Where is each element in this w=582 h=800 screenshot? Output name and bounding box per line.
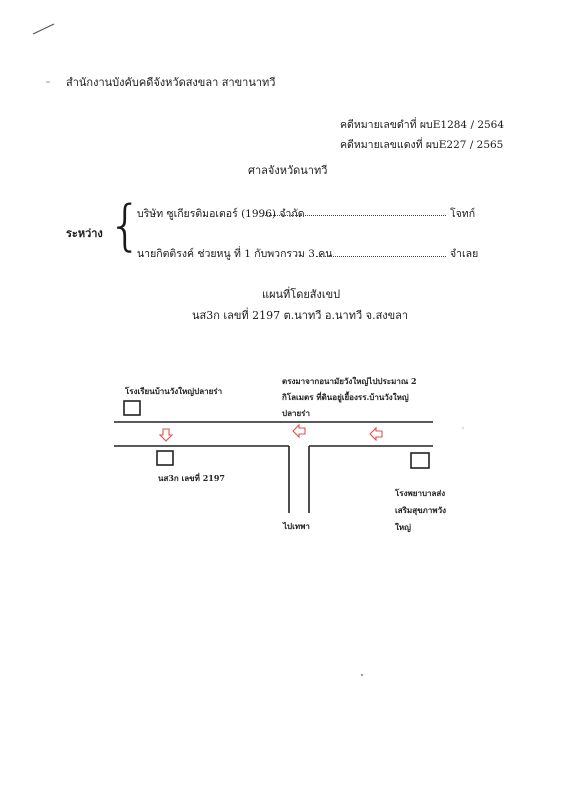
pen-mark [33,24,54,34]
speck [462,427,463,428]
hospital-label: เสริมสุขภาพวัง [395,505,446,515]
office-header: สำนักงานบังคับคดีจังหวัดสงขลา สาขานาทวี [66,76,276,89]
hospital-label: โรงพยาบาลส่ง [395,488,446,498]
directions-line: กิโลเมตร ที่ดินอยู่เยื้องรร.บ้านวังใหญ่ [282,392,409,402]
road-direction-label: ไปเทพา [283,521,310,531]
directions-line: ปลายร่า [282,408,310,418]
arrow-down-icon [160,429,172,441]
court-name: ศาลจังหวัดนาทวี [248,164,328,177]
defendant-role: จำเลย [450,248,479,260]
map-subtitle: นส3ก เลขที่ 2197 ต.นาทวี อ.นาทวี จ.สงขลา [192,309,409,322]
land-plot-label: นส3ก เลขที่ 2197 [158,473,225,483]
arrow-left-icon [293,425,305,437]
hospital-building-icon [411,453,429,468]
directions-line: ตรงมาจากอนามัยวังใหญ่ไปประมาณ 2 [282,376,417,386]
school-label: โรงเรียนบ้านวังใหญ่ปลายร่า [125,386,223,396]
defendant-name: นายกิตติรงค์ ช่วยหนู ที่ 1 กับพวกรวม 3 คน [137,248,333,260]
red-case-number: คดีหมายเลขแดงที่ ผบE227 / 2565 [340,139,504,151]
hospital-label: ใหญ่ [395,522,411,532]
plaintiff-name: บริษัท ซูเกียรติมอเตอร์ (1996) จำกัด [137,208,305,220]
curly-brace-icon: { [108,194,143,257]
speck [361,674,363,676]
black-case-number: คดีหมายเลขดำที่ ผบE1284 / 2564 [340,119,505,131]
land-plot-icon [157,451,173,465]
school-building-icon [124,401,140,415]
plaintiff-role: โจทก์ [450,208,476,220]
between-label: ระหว่าง [66,227,103,240]
map-title: แผนที่โดยสังเขป [262,288,341,301]
arrow-left-icon [370,428,382,440]
